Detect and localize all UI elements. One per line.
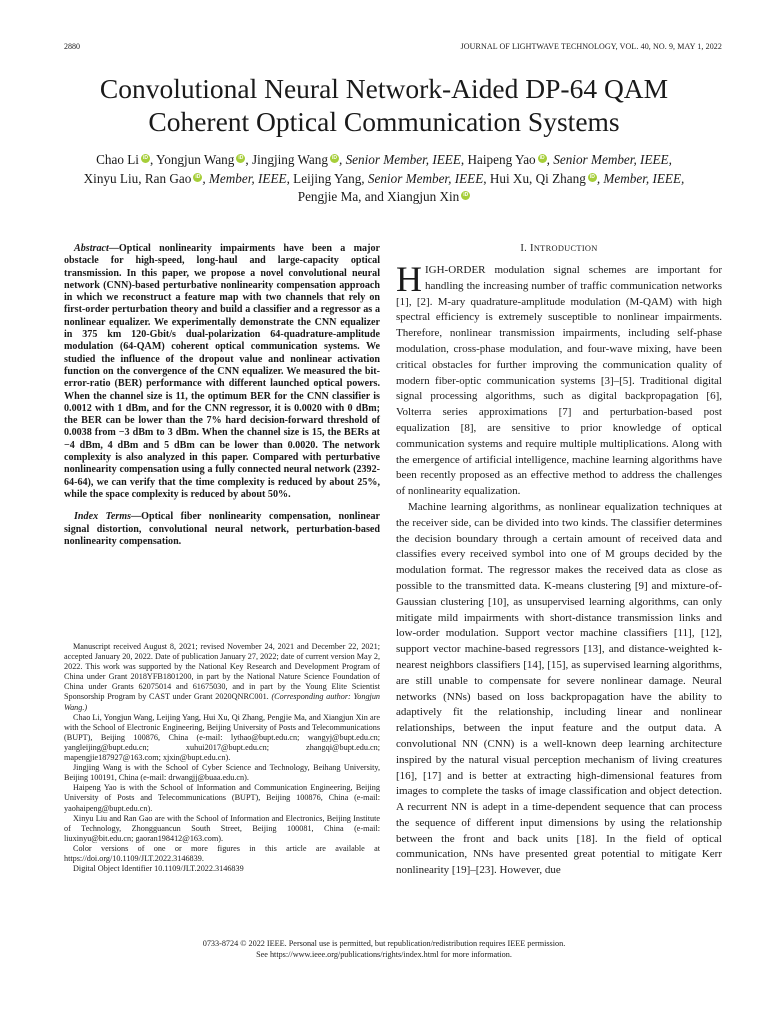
copyright-line-2: See https://www.ieee.org/publications/rights/index.html for more information. xyxy=(256,949,512,959)
left-column xyxy=(64,243,380,548)
footnotes xyxy=(64,642,380,874)
section-number: I. xyxy=(520,243,531,254)
intro-paragraph-2: Machine learning algorithms, as nonlinear equalization techniques at the receiver side, can be divided into two kinds. The classifier determines the decision boundary through a certain amount of received data and classifies every received symbol into one of M groups decided by the modulation format. The regressor makes the received data as close as possible to the transmitted data. K-means clustering [9] and mixture-of-Gaussian clustering [10], as unsupervised learning algorithms, can only mitigate mild impairments with short-distance transmission links and low-order modulation. Support vector machine classifiers [11], [12], support vector machine-based regressors [13], and distance-weighted k-nearest neighbors classifiers [14], [15], as supervised learning algorithms, are still unable to compensate for severe nonlinear damage. Neural networks (NNs) based on loss backpropagation have the ability to adaptively fit the relationship, including linear and nonlinear relationships, between the input feature and the output data. A convolutional NN (CNN) is a well-known deep learning architecture inspired by the natural visual perception mechanism of living creatures [16], [17] and is better at extracting high-dimensional features from images to complete the tasks of image classification and object detection. A recurrent NN is adept in a time-dependent sequence that can process the sequence of different input dimensions by using the relationship between the front and back units [18]. In the field of optical communication, NNs have presented great potential to mitigate Kerr nonlinearity [19]–[23]. However, due xyxy=(396,500,722,877)
index-terms xyxy=(64,511,380,548)
intro-body xyxy=(396,259,722,879)
footnote-doi: Digital Object Identifier 10.1109/JLT.2022.3146839 xyxy=(73,864,244,874)
intro-paragraph-1 xyxy=(396,259,722,500)
author-name: , Haipeng Yao xyxy=(460,152,536,167)
author-name: , Leijing Yang xyxy=(286,170,362,186)
author-name: , Hui Xu, Qi Zhang xyxy=(483,170,586,186)
title-line-1: Convolutional Neural Network-Aided DP-64 QAM xyxy=(99,73,669,104)
right-column xyxy=(396,243,722,879)
footnote-text: Manuscript received August 8, 2021; revised November 24, 2021 and December 22, 2021; accepted January 20, 2022. Date of publication January 27, 2022; date of current version May 2, 2022. This work was supported by the National Key Research and Development Program of China under Grant 2018YFB1801200, in part by the National Nature Science Foundation of China under Grants 62075014 and 61675030, and in part by the Young Elite Scientist Sponsorship Program by CAST under Grant 2020QNRC001. xyxy=(64,642,380,702)
page-number: 2880 xyxy=(64,42,80,51)
author-role: , Senior Member, IEEE xyxy=(361,170,484,186)
orcid-icon[interactable] xyxy=(538,154,547,163)
corresponding-author: (Corresponding author: Yongjun Wang.) xyxy=(64,692,381,712)
author-name: Pengjie Ma, and Xiangjun Xin xyxy=(297,189,460,204)
footnote-color-versions: Color versions of one or more figures in this article are available at https://doi.org/10.1109/JLT.2022.3146839. xyxy=(64,843,380,863)
author-name: , Yongjun Wang xyxy=(149,152,235,167)
footnote-affiliation: Haipeng Yao is with the School of Information and Communication Engineering, Beijing University of Posts and Telecommunications (BUPT), Beijing 100876, China (e-mail: yaohaipeng@bupt.edu.cn). xyxy=(64,783,380,813)
footnote-manuscript xyxy=(64,642,380,713)
orcid-icon[interactable] xyxy=(236,154,245,163)
section-title-initial: I xyxy=(530,243,534,254)
author-name: Xinyu Liu, Ran Gao xyxy=(83,170,192,186)
orcid-icon[interactable] xyxy=(193,173,202,182)
paragraph-text: IGH-ORDER modulation signal schemes are important for handling the increasing number of traffic communication networks [1], [2]. M-ary quadrature-amplitude modulation (M-QAM) with high spectral efficiency is extremely susceptible to nonlinear impairments. Therefore, nonlinear transmission impairments, including self-phase modulation, cross-phase modulation, and four-wave mixing, have been critical obstacles for further improving the communication quality of modern fiber-optic communication systems [3]–[5]. Traditional digital signal processing algorithms, such as digital backpropagation [6], Volterra series approximations [7] and perturbation-based post equalization [8], are sensitive to prior knowledge of optical communication systems and require multiple multiplications. Along with the emergence of artificial intelligence, machine learning algorithms have been recently proposed as an effective method to address the challenges of nonlinearity equalization. xyxy=(396,264,722,498)
index-terms-lead: Index Terms xyxy=(74,511,132,523)
orcid-icon[interactable] xyxy=(588,173,597,182)
abstract-lead: Abstract xyxy=(74,243,109,254)
author-name: , Jingjing Wang xyxy=(245,152,328,167)
orcid-icon[interactable] xyxy=(461,191,470,200)
abstract xyxy=(64,243,380,501)
orcid-icon[interactable] xyxy=(330,154,339,163)
author-list xyxy=(50,151,718,207)
abstract-text: —Optical nonlinearity impairments have been a major obstacle for high-speed, long-haul and large-capacity optical transmission. In this paper, we propose a novel convolutional neural network (CNN)-based perturbative nonlinearity compensation approach in which we reconstruct a feature map with two channels that rely on first-order perturbation theory and build a classifier and a regressor as a nonlinear equalizer. We experimentally demonstrate the CNN equalizer in 375 km 120-Gbit/s dual-polarization 64-quadrature-amplitude modulation (64-QAM) coherent optical communication systems. We studied the influence of the dropout value and nonlinear activation function on the convergence of the CNN equalizer. We measured the bit-error-ratio (BER) performance with different launched optical powers. When the channel size is 11, the optimum BER for the CNN classifier is 0.0012 with 1 dBm, and for the CNN regressor, it is 0.0020 with 0 dBm; the BER can be lower than the 7% hard decision-forward threshold of 0.0038 from −3 dBm to 3 dBm. When the channel size is 15, the BERs at −4 dBm, 4 dBm and 5 dBm can be lower than 0.0020. The network complexity is also analyzed in this paper. Compared with perturbative nonlinearity compensation using a fully connected neural network (2392-64-64), we can verify that the time complexity is reduced by about 25%, while the space complexity is reduced by about 50%. xyxy=(64,243,380,500)
copyright-line-1: 0733-8724 © 2022 IEEE. Personal use is permitted, but republication/redistribution requires IEEE permission. xyxy=(202,939,566,948)
copyright-notice xyxy=(0,939,768,961)
footnote-affiliation: Jingjing Wang is with the School of Cyber Science and Technology, Beihang University, Beijing 100191, China (e-mail: drwangjj@buaa.edu.cn). xyxy=(64,763,380,783)
footnote-affiliation: Xinyu Liu and Ran Gao are with the School of Information and Electronics, Beijing Institute of Technology, Zhongguancun South Street, Beijing 100081, China (e-mail: liuxinyu@bit.edu.cn; gaoran198412@163.com). xyxy=(64,813,380,843)
journal-header: JOURNAL OF LIGHTWAVE TECHNOLOGY, VOL. 40, NO. 9, MAY 1, 2022 xyxy=(460,42,722,51)
section-heading xyxy=(396,243,722,254)
author-name: Chao Li xyxy=(96,152,139,167)
title-line-2: Coherent Optical Communication Systems xyxy=(148,106,620,137)
author-role: , Member, IEEE xyxy=(202,170,287,186)
section-title-rest: NTRODUCTION xyxy=(533,244,598,253)
paper-title xyxy=(40,72,728,138)
drop-cap: H xyxy=(396,259,422,299)
orcid-icon[interactable] xyxy=(141,154,150,163)
footnote-affiliation: Chao Li, Yongjun Wang, Leijing Yang, Hui Xu, Qi Zhang, Pengjie Ma, and Xiangjun Xin are with the School of Electronic Engineering, Beijing University of Posts and Telecommunications (BUPT), Beijing 100876, China (e-mail: lythao@bupt.edu.cn; wangyj@bupt.edu.cn; yangleijing@bupt.edu.cn; xuhui2017@bupt.edu.cn; zhangqi@bupt.edu.cn; mapengjie187927@163.com; xjxin@bupt.edu.cn). xyxy=(64,712,380,763)
author-role: , Senior Member, IEEE, xyxy=(546,152,672,167)
index-terms-text: —Optical fiber nonlinearity compensation, nonlinear signal distortion, convolutional neural network, perturbation-based nonlinearity compensation. xyxy=(64,511,380,547)
author-role: , Senior Member, IEEE xyxy=(338,152,461,167)
author-role: , Member, IEEE, xyxy=(596,170,685,186)
